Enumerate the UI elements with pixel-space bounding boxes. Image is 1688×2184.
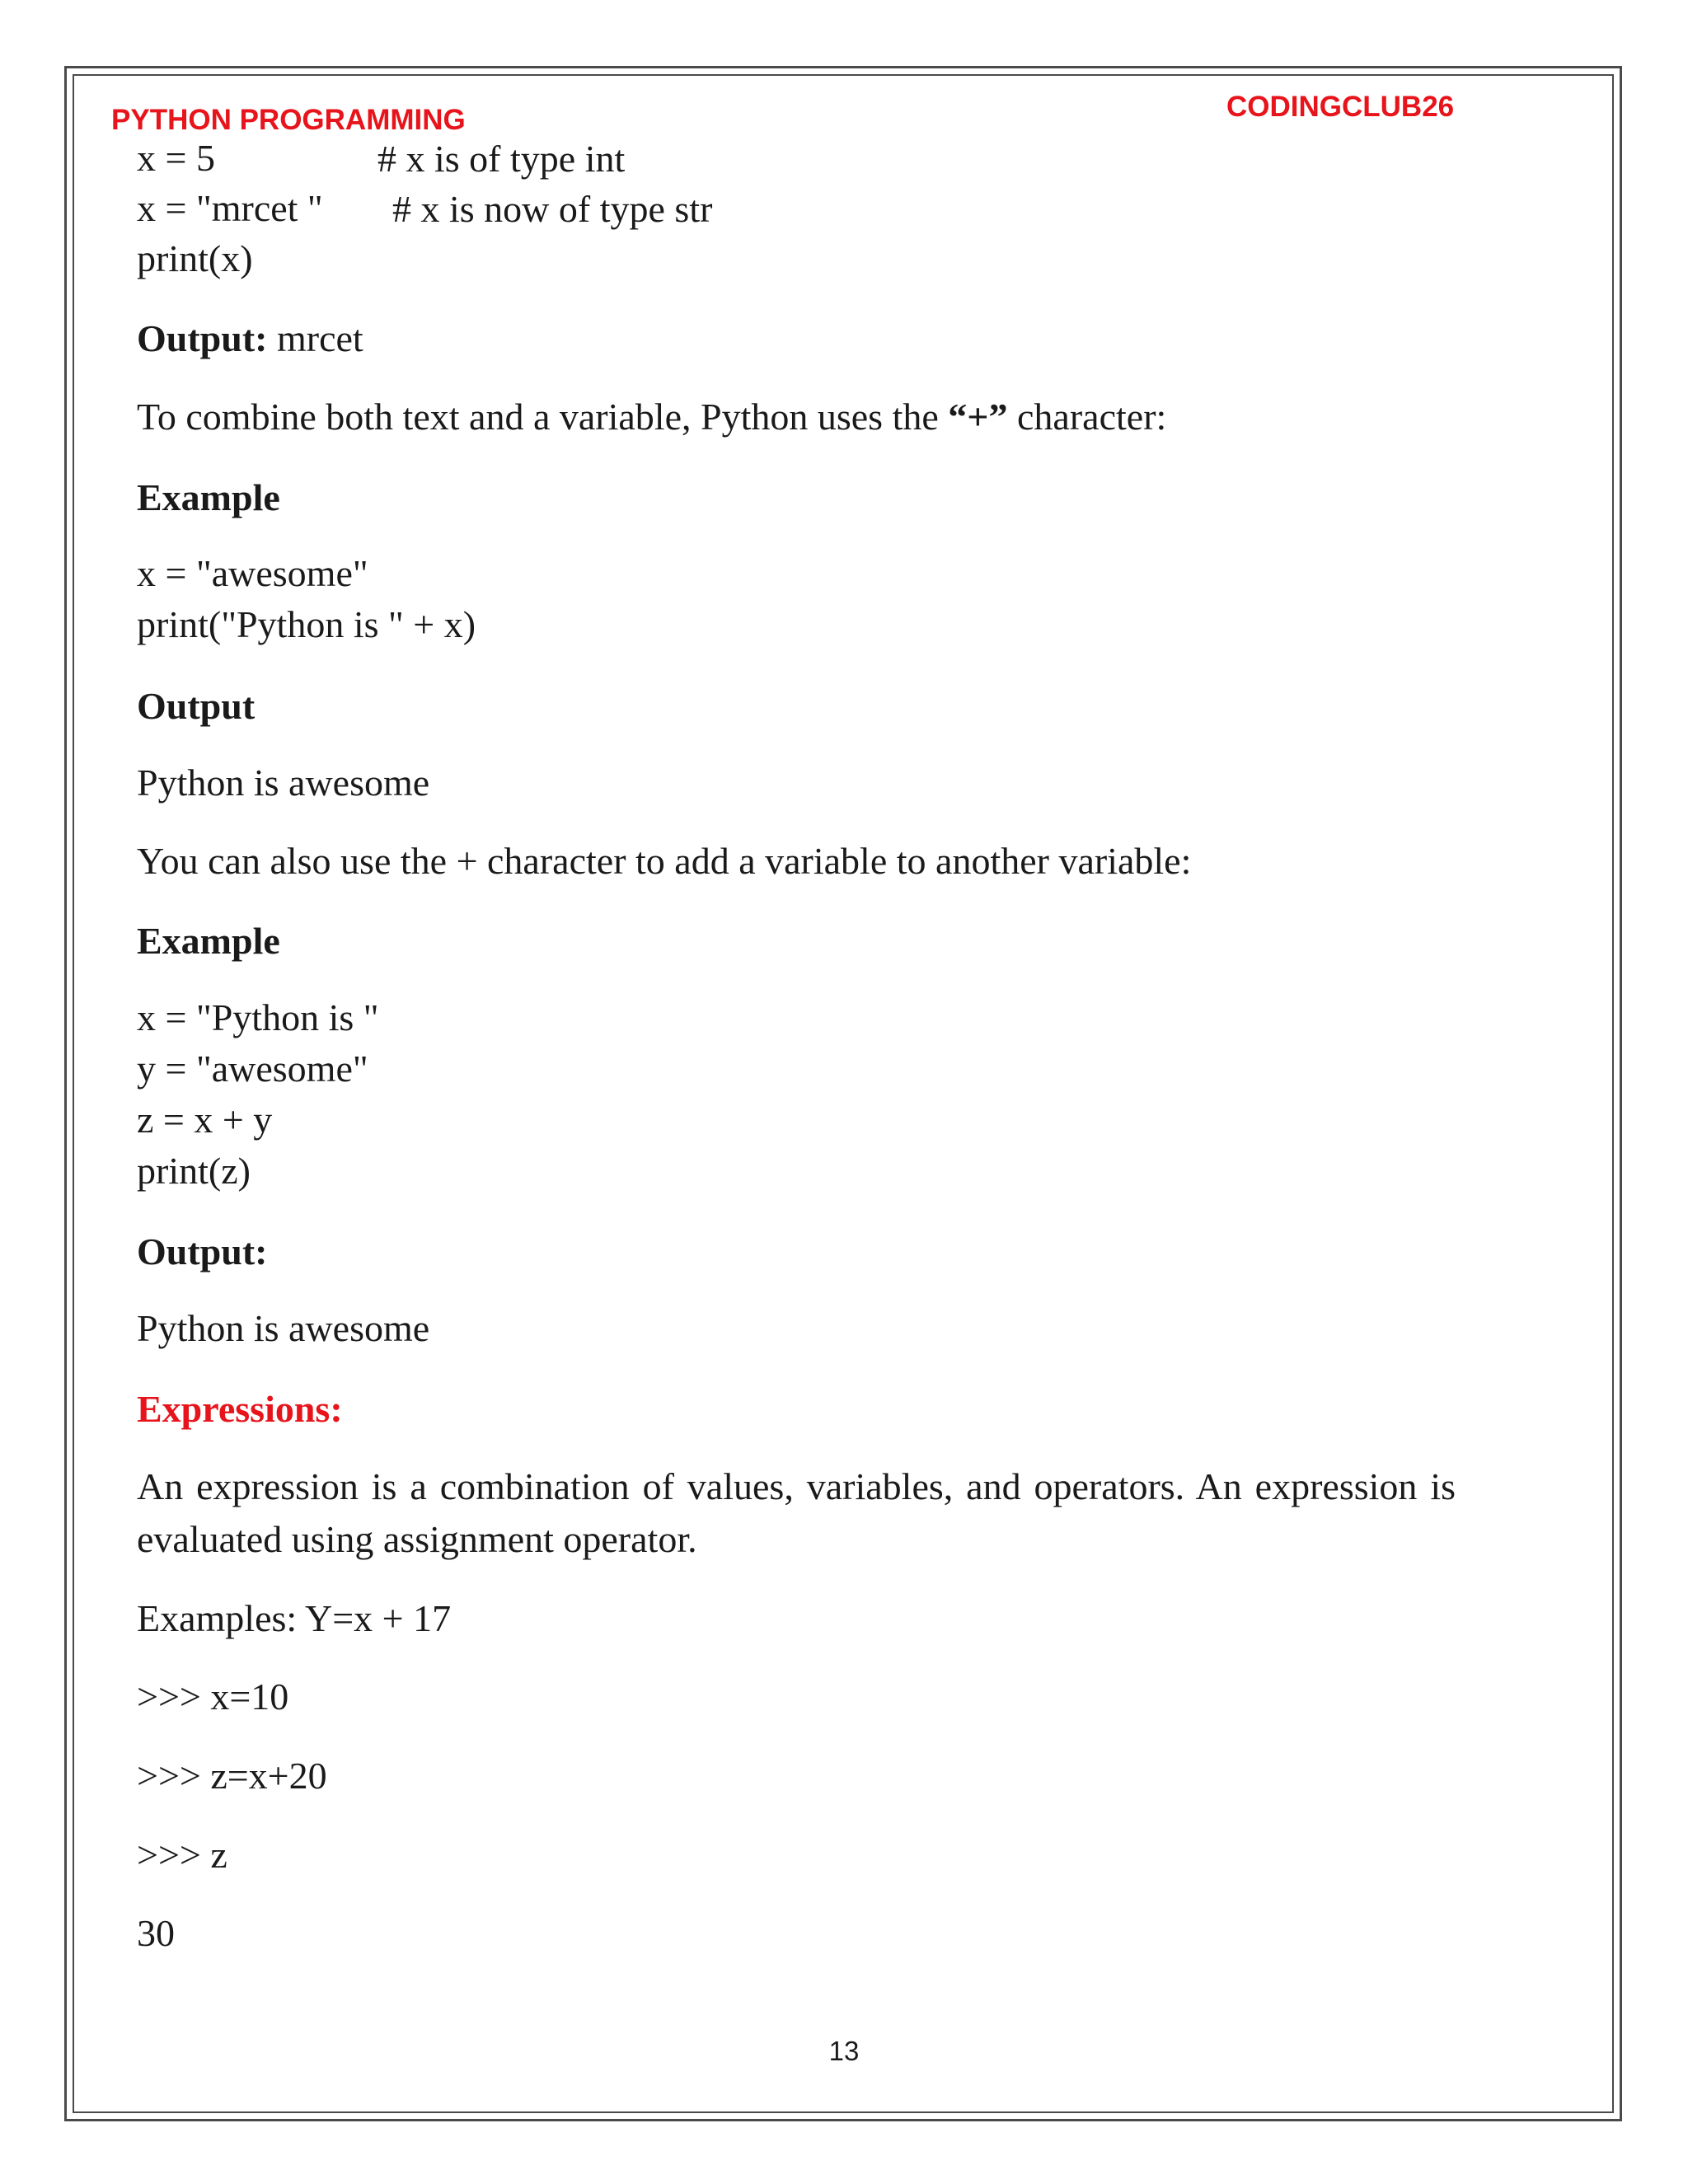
output-heading: Output: (137, 1230, 268, 1272)
plus-symbol: “+” (948, 396, 1008, 438)
code-line: x = 5 (137, 137, 215, 179)
section-heading-expressions: Expressions: (137, 1388, 343, 1430)
code-line: print("Python is " + x) (137, 603, 476, 645)
concat-intro-text-end: character: (1007, 396, 1167, 438)
output-value: mrcet (267, 317, 363, 359)
code-line: y = "awesome" (137, 1047, 368, 1090)
code-comment: # x is of type int (377, 138, 626, 180)
add-intro: You can also use the + character to add a variable to another variable: (137, 840, 1192, 882)
code-line: print(z) (137, 1150, 251, 1192)
code-line: x = "Python is " (137, 996, 379, 1038)
header-left: PYTHON PROGRAMMING (111, 104, 466, 136)
output-line (137, 317, 363, 361)
code-line: print(x) (137, 237, 253, 279)
expressions-paragraph: An expression is a combination of values, variables, and operators. An expression is evaluated using assignment operator. (137, 1465, 1456, 1561)
repl-line: >>> z=x+20 (137, 1755, 327, 1797)
examples-line: Examples: Y=x + 17 (137, 1597, 452, 1639)
output-value: Python is awesome (137, 762, 430, 804)
code-comment: # x is now of type str (392, 188, 713, 230)
output-heading: Output (137, 685, 256, 727)
output-value: Python is awesome (137, 1307, 430, 1349)
concat-intro (137, 396, 1166, 439)
example-heading: Example (137, 920, 280, 962)
header-right: CODINGCLUB26 (1226, 91, 1455, 123)
repl-line: >>> x=10 (137, 1675, 289, 1718)
code-line: x = "awesome" (137, 552, 368, 594)
concat-intro-text: To combine both text and a variable, Python uses the (137, 396, 949, 438)
repl-line: >>> z (137, 1834, 227, 1876)
example-heading: Example (137, 476, 280, 518)
repl-result: 30 (137, 1912, 175, 1954)
page-number: 13 (828, 2036, 860, 2066)
code-line: x = "mrcet " (137, 187, 323, 229)
page-border-inner (73, 74, 1614, 2113)
code-line: z = x + y (137, 1099, 273, 1141)
output-label: Output: (137, 317, 268, 359)
